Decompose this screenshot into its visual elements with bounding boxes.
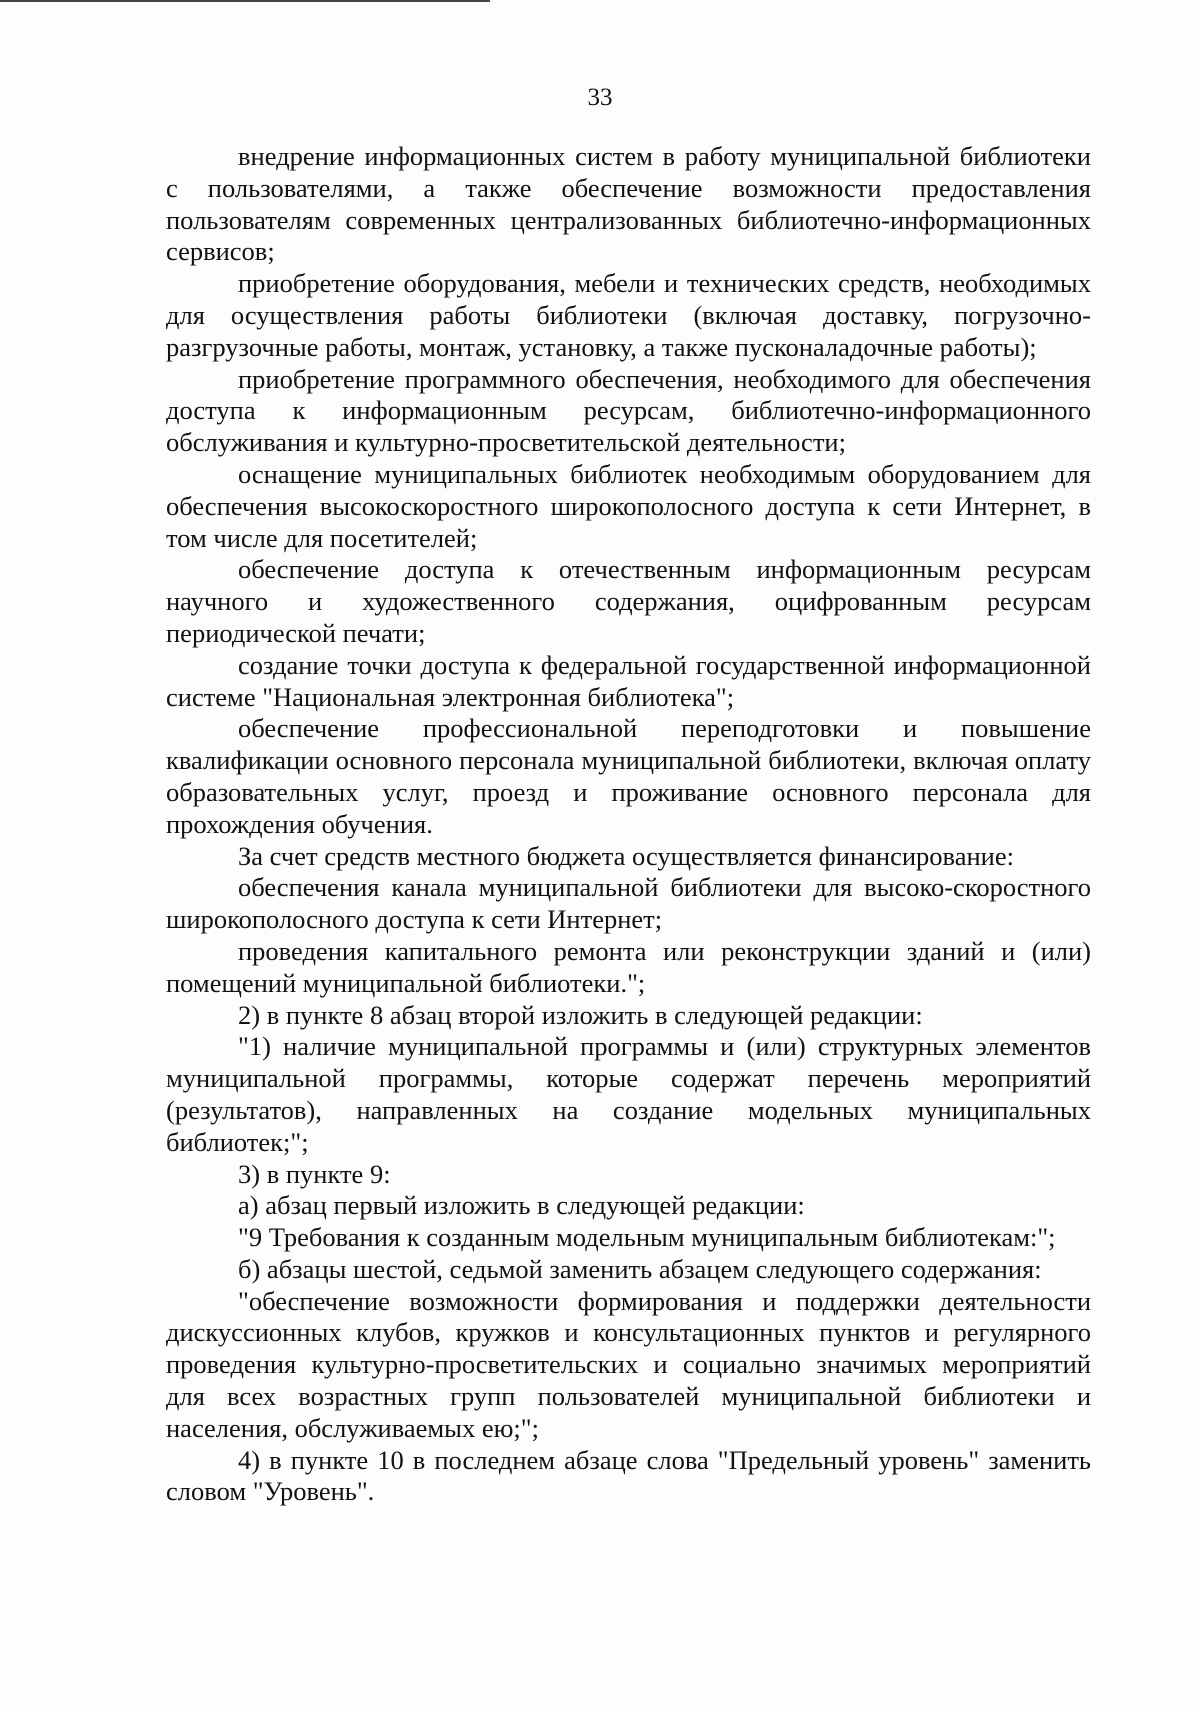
paragraph: а) абзац первый изложить в следующей редакции: xyxy=(238,1190,805,1221)
paragraph: обеспечение профессиональной переподготовки и повышение квалификации основного персонала муниципальной библиотеки, включая оплату образовательных услуг, проезд и проживание основного персонала для прохождения обучения. xyxy=(166,713,1091,839)
paragraph: приобретение программного обеспечения, необходимого для обеспечения доступа к информационным ресурсам, библиотечно-информационного обслуживания и культурно-просветительской деятельности; xyxy=(166,363,1091,458)
paragraph: проведения капитального ремонта или реконструкции зданий и (или) помещений муниципальной библиотеки."; xyxy=(166,935,1091,998)
paragraph: "1) наличие муниципальной программы и (или) структурных элементов муниципальной программы, которые содержат перечень мероприятий (результатов), направленных на создание модельных муниципальных библиотек;"; xyxy=(166,1031,1091,1157)
paragraph: внедрение информационных систем в работу муниципальной библиотеки с пользователями, а также обеспечение возможности предоставления пользователям современных централизованных библиотечно-информационных сервисов; xyxy=(166,141,1091,267)
paragraph: обеспечения канала муниципальной библиотеки для высоко-скоростного широкополосного доступа к сети Интернет; xyxy=(166,872,1091,935)
paragraph: оснащение муниципальных библиотек необходимым оборудованием для обеспечения высокоскоростного широкополосного доступа к сети Интернет, в том числе для посетителей; xyxy=(166,458,1091,553)
paragraph: "9 Требования к созданным модельным муниципальным библиотекам:"; xyxy=(238,1222,1056,1253)
paragraph: создание точки доступа к федеральной государственной информационной системе "Национальная электронная библиотека"; xyxy=(166,649,1091,712)
paragraph: 4) в пункте 10 в последнем абзаце слова "Предельный уровень" заменить словом "Уровень". xyxy=(166,1444,1091,1507)
paragraph: обеспечение доступа к отечественным информационным ресурсам научного и художественного содержания, оцифрованным ресурсам периодической печати; xyxy=(166,554,1091,648)
paragraph: приобретение оборудования, мебели и технических средств, необходимых для осуществления работы библиотеки (включая доставку, погрузочно-разгрузочные работы, монтаж, установку, а также пусконаладочные работы); xyxy=(166,268,1091,362)
paragraph: б) абзацы шестой, седьмой заменить абзацем следующего содержания: xyxy=(238,1253,1042,1284)
paragraph: За счет средств местного бюджета осуществляется финансирование: xyxy=(238,840,1014,871)
document-body xyxy=(166,141,1091,1508)
page-number: 33 xyxy=(587,84,613,111)
paragraph: 3) в пункте 9: xyxy=(238,1158,391,1189)
paragraph: "обеспечение возможности формирования и поддержки деятельности дискуссионных клубов, кружков и консультационных пунктов и регулярного проведения культурно-просветительских и социально значимых мероприятий для всех возрастных групп пользователей муниципальной библиотеки и населения, обслуживаемых ею;"; xyxy=(166,1285,1091,1443)
paragraph: 2) в пункте 8 абзац второй изложить в следующей редакции: xyxy=(238,999,923,1030)
top-rule xyxy=(0,0,490,2)
